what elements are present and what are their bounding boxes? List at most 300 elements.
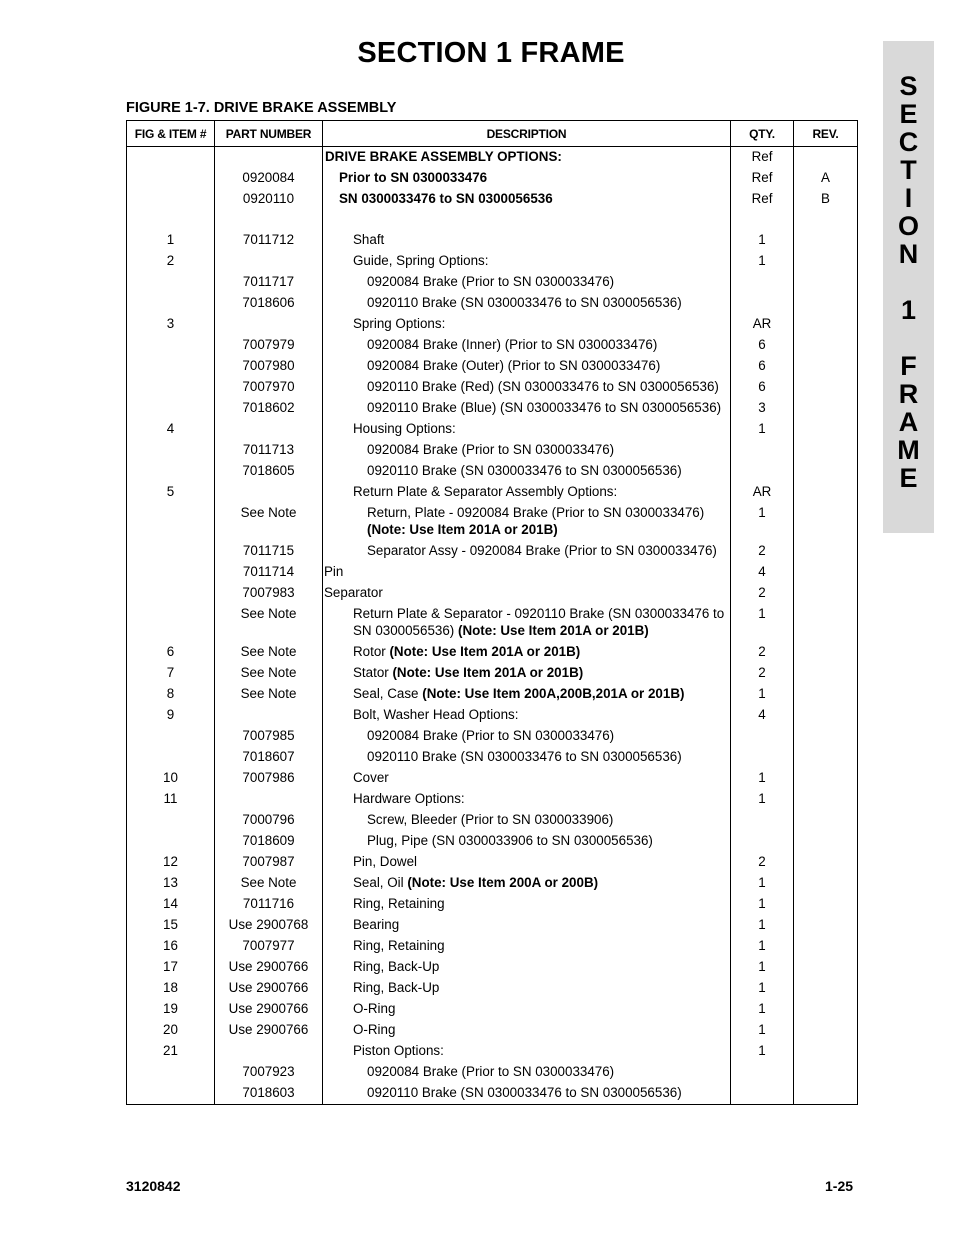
description-plain: 0920084 Brake (Prior to SN 0300033476) [367,442,615,457]
side-tab-letter: N [898,239,919,269]
description-plain: O-Ring [353,1022,396,1037]
description-plain: Rotor [353,644,390,659]
description-text [324,441,726,458]
table-row [127,481,858,502]
fig-item-cell [127,334,215,355]
description-cell [323,460,731,481]
rev-cell [794,893,858,914]
fig-item-cell: 6 [127,641,215,662]
description-plain: Ring, Back-Up [353,959,440,974]
fig-item-cell [127,397,215,418]
part-number-cell [215,250,323,271]
description-text [324,958,726,975]
description-plain: 0920084 Brake (Prior to SN 0300033476) [367,1064,615,1079]
part-number-cell [215,1040,323,1061]
description-cell [323,418,731,439]
side-tab-letter: C [898,127,919,157]
fig-item-cell [127,561,215,582]
description-plain: Guide, Spring Options: [353,253,489,268]
qty-cell: 2 [731,641,794,662]
side-tab-letter: I [904,183,913,213]
description-text [324,853,726,870]
description-text [324,874,726,891]
table-row [127,439,858,460]
fig-item-cell [127,1082,215,1105]
rev-cell [794,641,858,662]
description-plain: Ring, Back-Up [353,980,440,995]
qty-cell: 1 [731,1019,794,1040]
table-row [127,460,858,481]
side-tab-letter [883,324,934,352]
part-number-cell: See Note [215,502,323,540]
rev-cell [794,767,858,788]
fig-item-cell: 5 [127,481,215,502]
rev-cell [794,683,858,704]
qty-cell [731,439,794,460]
description-plain: Plug, Pipe (SN 0300033906 to SN 0300056536) [367,833,653,848]
description-cell [323,397,731,418]
description-cell [323,935,731,956]
part-number-cell: 0920110 [215,188,323,209]
description-text [324,1000,726,1017]
part-number-cell: 7007987 [215,851,323,872]
part-number-cell [215,788,323,809]
fig-item-cell: 3 [127,313,215,334]
empty-cell [323,209,731,229]
description-cell [323,851,731,872]
qty-cell [731,271,794,292]
part-number-cell: See Note [215,603,323,641]
description-plain: Bearing [353,917,400,932]
table-row [127,418,858,439]
rev-cell [794,1040,858,1061]
fig-item-cell [127,355,215,376]
table-row [127,334,858,355]
qty-cell: AR [731,313,794,334]
description-plain: Ring, Retaining [353,938,445,953]
description-cell [323,250,731,271]
part-number-cell: 7011714 [215,561,323,582]
side-tab-letter: F [900,351,917,381]
description-cell [323,704,731,725]
table-row [127,292,858,313]
part-number-cell [215,147,323,168]
qty-cell [731,746,794,767]
fig-item-cell [127,167,215,188]
table-row [127,209,858,229]
rev-cell [794,1019,858,1040]
description-text [324,190,726,207]
description-text [324,605,726,639]
description-cell [323,662,731,683]
rev-cell [794,851,858,872]
part-number-cell: 7018602 [215,397,323,418]
table-row [127,502,858,540]
fig-item-cell: 7 [127,662,215,683]
part-number-cell: 7011715 [215,540,323,561]
part-number-cell [215,313,323,334]
rev-cell: A [794,167,858,188]
qty-cell: 6 [731,334,794,355]
table-row [127,641,858,662]
description-cell [323,188,731,209]
table-row [127,788,858,809]
table-row [127,397,858,418]
description-text [324,790,726,807]
part-number-cell: 7007977 [215,935,323,956]
fig-item-cell: 16 [127,935,215,956]
table-row [127,809,858,830]
part-number-cell: Use 2900766 [215,956,323,977]
fig-item-cell [127,460,215,481]
description-text [324,706,726,723]
table-row [127,977,858,998]
description-cell [323,603,731,641]
side-tab-letter: E [899,99,918,129]
header-description: DESCRIPTION [323,121,731,147]
description-cell [323,540,731,561]
qty-cell: Ref [731,147,794,168]
fig-item-cell [127,540,215,561]
rev-cell [794,809,858,830]
rev-cell [794,271,858,292]
description-plain: Separator Assy - 0920084 Brake (Prior to SN 0300033476) [367,543,717,558]
rev-cell [794,998,858,1019]
qty-cell: 1 [731,788,794,809]
table-row [127,767,858,788]
description-text [324,231,726,248]
description-text [324,832,726,849]
description-bold: (Note: Use Item 200A,200B,201A or 201B) [422,686,685,701]
description-cell [323,998,731,1019]
side-tab-letter: S [899,71,918,101]
qty-cell: 1 [731,603,794,641]
fig-item-cell: 21 [127,1040,215,1061]
description-text [324,462,726,479]
qty-cell: 1 [731,977,794,998]
table-row [127,313,858,334]
part-number-cell: Use 2900766 [215,1019,323,1040]
description-text [324,664,726,681]
description-cell [323,167,731,188]
table-row [127,998,858,1019]
qty-cell: 1 [731,229,794,250]
description-plain: Pin [324,564,344,579]
table-row [127,147,858,168]
description-text [324,336,726,353]
description-cell [323,1061,731,1082]
description-plain: Shaft [353,232,385,247]
description-text [324,169,726,186]
qty-cell: 1 [731,502,794,540]
qty-cell: 1 [731,872,794,893]
qty-cell [731,1061,794,1082]
part-number-cell: 7011716 [215,893,323,914]
qty-cell: 1 [731,956,794,977]
description-cell [323,977,731,998]
description-text [324,685,726,702]
qty-cell: 1 [731,683,794,704]
description-cell [323,872,731,893]
qty-cell: 4 [731,704,794,725]
part-number-cell: 7011713 [215,439,323,460]
rev-cell [794,481,858,502]
table-row [127,229,858,250]
qty-cell [731,830,794,851]
fig-item-cell: 13 [127,872,215,893]
description-plain: Hardware Options: [353,791,465,806]
empty-cell [731,209,794,229]
description-bold: DRIVE BRAKE ASSEMBLY OPTIONS: [325,149,562,164]
rev-cell [794,977,858,998]
description-cell [323,893,731,914]
part-number-cell: 7018603 [215,1082,323,1105]
part-number-cell: 7007986 [215,767,323,788]
description-text [324,727,726,744]
side-tab-letter: 1 [900,295,917,325]
description-cell [323,481,731,502]
fig-item-cell: 11 [127,788,215,809]
table-row [127,956,858,977]
rev-cell [794,250,858,271]
part-number-cell: 7018605 [215,460,323,481]
part-number-cell: Use 2900766 [215,998,323,1019]
fig-item-cell: 1 [127,229,215,250]
rev-cell [794,540,858,561]
description-text [324,357,726,374]
description-text [324,584,726,601]
description-cell [323,334,731,355]
description-text [324,563,726,580]
part-number-cell: 7011717 [215,271,323,292]
rev-cell [794,355,858,376]
rev-cell [794,460,858,481]
document-number: 3120842 [126,1178,181,1194]
description-text [324,399,726,416]
side-tab-letter: T [900,155,917,185]
table-row [127,376,858,397]
fig-item-cell: 15 [127,914,215,935]
part-number-cell: 0920084 [215,167,323,188]
table-row [127,746,858,767]
fig-item-cell [127,188,215,209]
qty-cell: 1 [731,893,794,914]
description-plain: Pin, Dowel [353,854,418,869]
fig-item-cell [127,1061,215,1082]
description-text [324,937,726,954]
description-text [324,643,726,660]
fig-item-cell [127,292,215,313]
rev-cell [794,935,858,956]
description-cell [323,809,731,830]
description-text [324,315,726,332]
qty-cell: 3 [731,397,794,418]
description-plain: 0920110 Brake (Red) (SN 0300033476 to SN 0300056536) [367,379,719,394]
description-text [324,252,726,269]
description-cell [323,956,731,977]
side-tab-letter: A [898,407,919,437]
description-cell [323,355,731,376]
description-plain: Return Plate & Separator Assembly Options: [353,484,618,499]
fig-item-cell [127,746,215,767]
part-number-cell: 7007983 [215,582,323,603]
parts-table-body [127,147,858,1105]
description-bold: Prior to SN 0300033476 [339,170,488,185]
description-cell [323,914,731,935]
description-text [324,420,726,437]
description-text [324,378,726,395]
description-plain: 0920110 Brake (Blue) (SN 0300033476 to SN 0300056536) [367,400,722,415]
rev-cell [794,1082,858,1105]
part-number-cell: 7007970 [215,376,323,397]
qty-cell: 2 [731,662,794,683]
table-row [127,167,858,188]
description-text [324,273,726,290]
fig-item-cell: 2 [127,250,215,271]
side-tab-letter [883,268,934,296]
description-plain: Return Plate & Separator - 0920110 Brake (SN 0300033476 to SN 0300056536) [353,606,725,638]
description-text [324,748,726,765]
table-row [127,1019,858,1040]
qty-cell: 1 [731,998,794,1019]
table-row [127,603,858,641]
fig-item-cell: 4 [127,418,215,439]
description-text [324,1084,726,1101]
rev-cell [794,439,858,460]
description-cell [323,376,731,397]
description-plain: Screw, Bleeder (Prior to SN 0300033906) [367,812,614,827]
description-cell [323,830,731,851]
part-number-cell: 7018607 [215,746,323,767]
table-row [127,830,858,851]
description-text [324,1021,726,1038]
part-number-cell: 7011712 [215,229,323,250]
table-row [127,1040,858,1061]
qty-cell: AR [731,481,794,502]
fig-item-cell [127,271,215,292]
qty-cell [731,460,794,481]
qty-cell: Ref [731,167,794,188]
description-cell [323,1040,731,1061]
table-row [127,893,858,914]
part-number-cell: See Note [215,683,323,704]
rev-cell [794,788,858,809]
figure-title: FIGURE 1-7. DRIVE BRAKE ASSEMBLY [126,100,397,116]
table-row [127,188,858,209]
rev-cell [794,147,858,168]
page-number: 1-25 [825,1178,854,1194]
description-plain: 0920084 Brake (Prior to SN 0300033476) [367,728,615,743]
qty-cell [731,809,794,830]
part-number-cell: See Note [215,641,323,662]
table-row [127,540,858,561]
part-number-cell: 7007979 [215,334,323,355]
qty-cell: 1 [731,935,794,956]
description-cell [323,767,731,788]
fig-item-cell: 12 [127,851,215,872]
fig-item-cell: 10 [127,767,215,788]
description-cell [323,582,731,603]
rev-cell [794,418,858,439]
part-number-cell: 7007923 [215,1061,323,1082]
page-title: SECTION 1 FRAME [357,37,625,69]
table-row [127,355,858,376]
rev-cell [794,229,858,250]
description-plain: 0920110 Brake (SN 0300033476 to SN 0300056536) [367,295,682,310]
fig-item-cell [127,376,215,397]
header-fig-item: FIG & ITEM # [127,121,215,147]
fig-item-cell [127,502,215,540]
part-number-cell [215,418,323,439]
rev-cell [794,872,858,893]
table-row [127,250,858,271]
description-text [324,1063,726,1080]
description-plain: Stator [353,665,393,680]
table-row [127,704,858,725]
fig-item-cell [127,147,215,168]
rev-cell [794,376,858,397]
rev-cell [794,662,858,683]
rev-cell [794,725,858,746]
side-tab-letter: R [898,379,919,409]
empty-cell [127,209,215,229]
table-row [127,935,858,956]
description-bold: (Note: Use Item 201A or 201B) [392,665,584,680]
part-number-cell: See Note [215,872,323,893]
description-text [324,811,726,828]
fig-item-cell: 9 [127,704,215,725]
description-text [324,916,726,933]
description-plain: Cover [353,770,389,785]
table-row [127,683,858,704]
description-plain: Piston Options: [353,1043,444,1058]
header-rev: REV. [794,121,858,147]
description-plain: Separator [324,585,383,600]
description-text [324,542,726,559]
description-cell [323,788,731,809]
description-text [324,895,726,912]
description-cell [323,725,731,746]
description-plain: Seal, Oil [353,875,408,890]
description-text [324,504,726,538]
table-row [127,271,858,292]
fig-item-cell [127,725,215,746]
description-text [324,979,726,996]
qty-cell: 4 [731,561,794,582]
rev-cell [794,914,858,935]
qty-cell: 1 [731,418,794,439]
table-row [127,662,858,683]
parts-table [126,120,858,1105]
part-number-cell: 7007980 [215,355,323,376]
qty-cell: 1 [731,914,794,935]
description-plain: Bolt, Washer Head Options: [353,707,519,722]
description-bold: SN 0300033476 to SN 0300056536 [339,191,553,206]
description-text [324,769,726,786]
description-cell [323,641,731,662]
qty-cell: 2 [731,851,794,872]
fig-item-cell [127,439,215,460]
fig-item-cell: 17 [127,956,215,977]
header-qty: QTY. [731,121,794,147]
table-row [127,1061,858,1082]
description-text [324,294,726,311]
qty-cell: 6 [731,355,794,376]
table-row [127,851,858,872]
description-bold: (Note: Use Item 201A or 201B) [389,644,581,659]
qty-cell [731,725,794,746]
rev-cell [794,292,858,313]
